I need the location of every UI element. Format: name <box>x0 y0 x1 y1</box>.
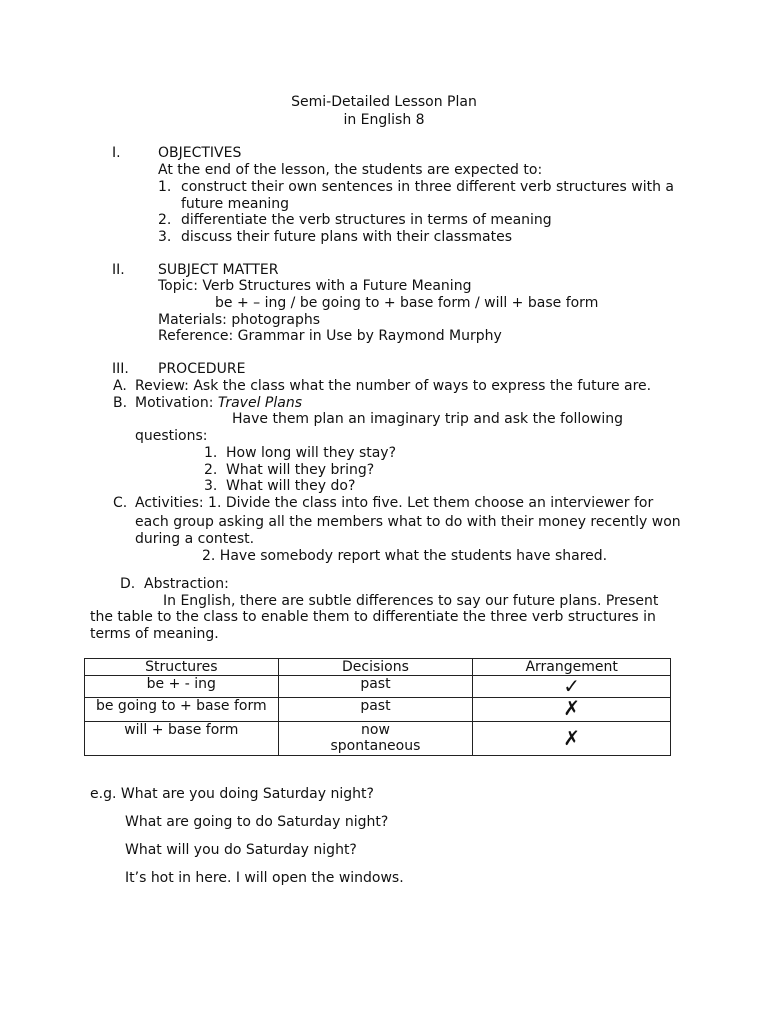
abstraction-label: Abstraction: <box>144 576 229 592</box>
document-title: Semi-Detailed Lesson Plan <box>291 94 477 110</box>
verb-structures-table <box>84 658 671 756</box>
cell-decision-line: spontaneous <box>330 738 421 754</box>
question-number: 3. <box>204 478 218 494</box>
question-number: 2. <box>204 462 218 478</box>
cell-decision: past <box>278 698 473 722</box>
review-text: Review: Ask the class what the number of ways to express the future are. <box>135 378 652 394</box>
example-line: What will you do Saturday night? <box>125 842 357 858</box>
example-line: e.g. What are you doing Saturday night? <box>90 786 374 802</box>
cell-structure: be + - ing <box>85 676 279 698</box>
subject-materials: Materials: photographs <box>158 312 320 328</box>
activities-text-continued: each group asking all the members what to do with their money recently won <box>135 514 681 530</box>
table-header-row <box>85 659 671 676</box>
table-row <box>85 698 671 722</box>
abstraction-text-continued: the table to the class to enable them to differentiate the three verb structures in <box>90 609 656 625</box>
objective-text: discuss their future plans with their classmates <box>181 229 512 245</box>
objective-number: 3. <box>158 229 172 245</box>
motivation-letter: B. <box>113 395 128 411</box>
activities-step-two: 2. Have somebody report what the students have shared. <box>202 548 608 564</box>
cross-mark-icon: ✗ <box>563 726 581 750</box>
procedure-numeral: III. <box>112 361 129 377</box>
cross-mark-icon: ✗ <box>563 696 581 720</box>
objectives-intro: At the end of the lesson, the students are expected to: <box>158 162 543 178</box>
document-subtitle: in English 8 <box>343 112 425 128</box>
subject-topic: Topic: Verb Structures with a Future Meaning <box>158 278 472 294</box>
objective-text: differentiate the verb structures in terms of meaning <box>181 212 552 228</box>
cell-decision: past <box>278 676 473 698</box>
abstraction-text: In English, there are subtle differences to say our future plans. Present <box>163 593 659 609</box>
objective-text-continued: future meaning <box>181 196 290 212</box>
objective-text: construct their own sentences in three different verb structures with a <box>181 179 675 195</box>
motivation-instruction-continued: questions: <box>135 428 208 444</box>
motivation-instruction: Have them plan an imaginary trip and ask the following <box>232 411 623 427</box>
question-text: How long will they stay? <box>226 445 397 461</box>
motivation-line <box>135 395 302 412</box>
example-line: What are going to do Saturday night? <box>125 814 389 830</box>
question-text: What will they do? <box>226 478 356 494</box>
subject-matter-heading: SUBJECT MATTER <box>158 262 279 278</box>
activities-text-continued: during a contest. <box>135 531 255 547</box>
abstraction-letter: D. <box>120 576 136 592</box>
objective-number: 1. <box>158 179 172 195</box>
abstraction-text-continued: terms of meaning. <box>90 626 219 642</box>
objectives-heading: OBJECTIVES <box>158 145 242 161</box>
header-arrangement: Arrangement <box>473 659 671 676</box>
motivation-label: Motivation: <box>135 395 218 411</box>
table-row <box>85 722 671 756</box>
subject-matter-numeral: II. <box>112 262 125 278</box>
cell-arrangement <box>473 722 671 756</box>
procedure-heading: PROCEDURE <box>158 361 246 377</box>
table-row <box>85 676 671 698</box>
review-letter: A. <box>113 378 127 394</box>
activities-letter: C. <box>113 495 128 511</box>
cell-structure: will + base form <box>85 722 279 756</box>
header-decisions: Decisions <box>278 659 473 676</box>
cell-arrangement <box>473 698 671 722</box>
example-line: It’s hot in here. I will open the windows. <box>125 870 404 886</box>
subject-reference: Reference: Grammar in Use by Raymond Murphy <box>158 328 502 344</box>
header-structures: Structures <box>85 659 279 676</box>
question-number: 1. <box>204 445 218 461</box>
objective-number: 2. <box>158 212 172 228</box>
motivation-title: Travel Plans <box>217 395 302 411</box>
activities-text: Activities: 1. Divide the class into five. Let them choose an interviewer for <box>135 495 654 511</box>
question-text: What will they bring? <box>226 462 375 478</box>
cell-decision <box>278 722 473 756</box>
check-mark-icon: ✓ <box>563 674 581 698</box>
subject-topic-detail: be + – ing / be going to + base form / will + base form <box>215 295 599 311</box>
objectives-numeral: I. <box>112 145 121 161</box>
cell-structure: be going to + base form <box>85 698 279 722</box>
cell-decision-line: now <box>361 722 390 738</box>
cell-arrangement <box>473 676 671 698</box>
